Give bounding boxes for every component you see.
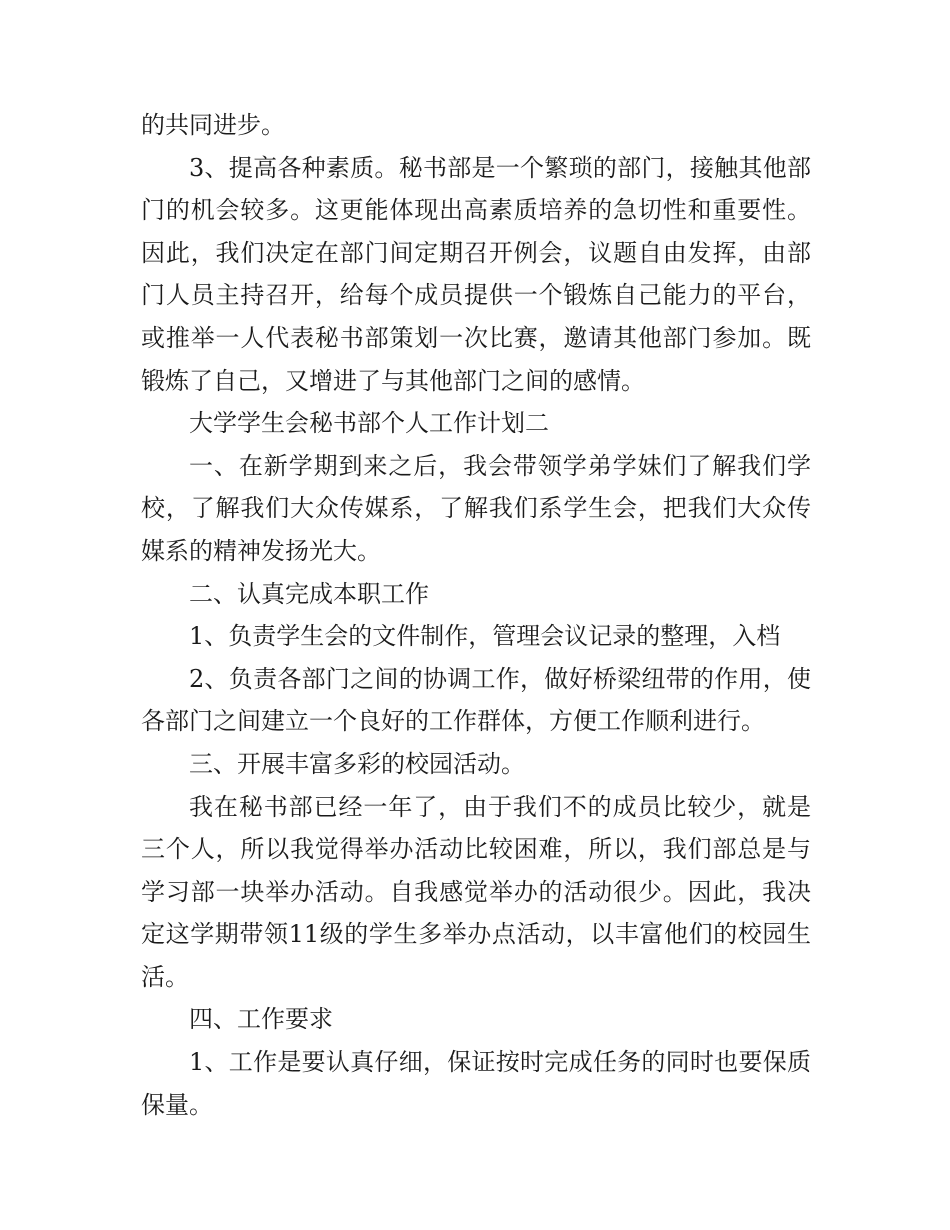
paragraph-continuation: 的共同进步。	[141, 111, 285, 139]
paragraph-activities: 我在秘书部已经一年了，由于我们不的成员比较少，就是三个人，所以我觉得举办活动比较困难，所以，我们部总是与学习部一块举办活动。自我感觉举办的活动很少。因此，我决定这学期带领11级的学生多举办点活动，以丰富他们的校园生活。	[141, 792, 811, 991]
heading-part-four: 四、工作要求	[189, 1005, 333, 1034]
paragraph-item-3-quality: 3、提高各种素质。秘书部是一个繁琐的部门，接触其他部门的机会较多。这更能体现出高素质培养的急切性和重要性。因此，我们决定在部门间定期召开例会，议题自由发挥，由部门人员主持召开，给每个成员提供一个锻炼自己能力的平台，或推举一人代表秘书部策划一次比赛，邀请其他部门参加。既锻炼了自己，又增进了与其他部门之间的感情。	[141, 153, 811, 395]
heading-part-three: 三、开展丰富多彩的校园活动。	[189, 749, 525, 778]
heading-part-two: 二、认真完成本职工作	[189, 579, 429, 608]
paragraph-duty-1: 1、负责学生会的文件制作，管理会议记录的整理，入档	[189, 622, 781, 651]
document-body	[141, 104, 811, 1126]
paragraph-part-one: 一、在新学期到来之后，我会带领学弟学妹们了解我们学校，了解我们大众传媒系，了解我们系学生会，把我们大众传媒系的精神发扬光大。	[141, 451, 811, 565]
paragraph-duty-2: 2、负责各部门之间的协调工作，做好桥梁纽带的作用，使各部门之间建立一个良好的工作群体，方便工作顺利进行。	[141, 664, 811, 736]
paragraph-requirement-1: 1、工作是要认真仔细，保证按时完成任务的同时也要保质保量。	[141, 1048, 811, 1119]
section-heading-plan-two: 大学学生会秘书部个人工作计划二	[189, 409, 549, 438]
